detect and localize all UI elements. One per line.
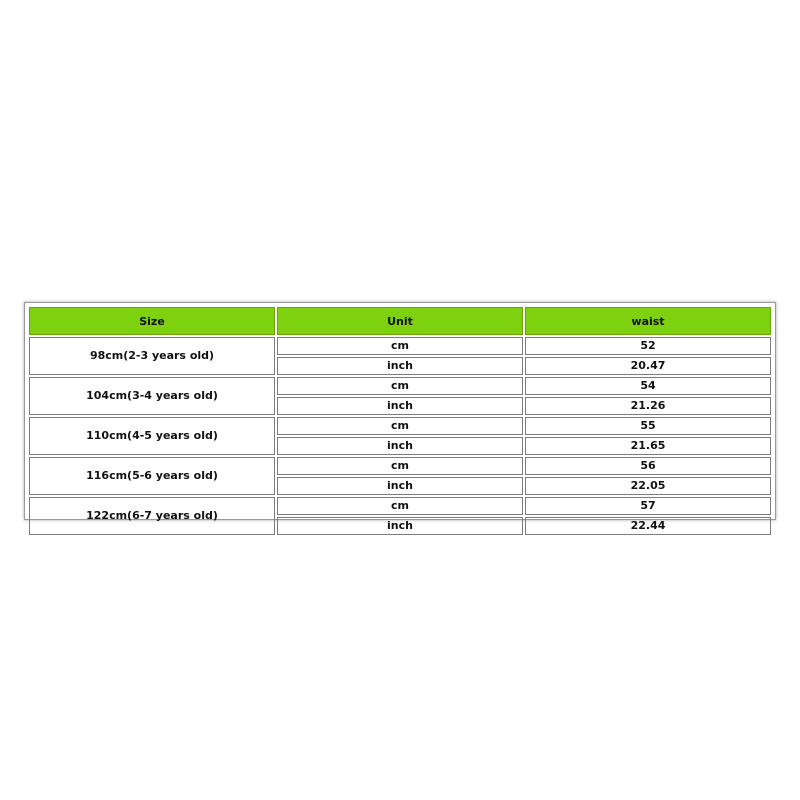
waist-cell: 21.26	[525, 397, 771, 415]
unit-cell: inch	[277, 357, 523, 375]
waist-cell: 56	[525, 457, 771, 475]
waist-cell: 22.05	[525, 477, 771, 495]
unit-cell: cm	[277, 417, 523, 435]
table-row	[29, 497, 771, 515]
waist-cell: 54	[525, 377, 771, 395]
size-chart-table	[24, 302, 776, 532]
size-cell: 98cm(2-3 years old)	[29, 337, 275, 375]
waist-cell: 55	[525, 417, 771, 435]
table-row	[29, 337, 771, 355]
size-cell: 122cm(6-7 years old)	[29, 497, 275, 535]
unit-cell: cm	[277, 457, 523, 475]
unit-cell: inch	[277, 437, 523, 455]
header-size: Size	[29, 307, 275, 335]
header-waist: waist	[525, 307, 771, 335]
unit-cell: cm	[277, 497, 523, 515]
size-table	[27, 305, 773, 537]
unit-cell: inch	[277, 397, 523, 415]
size-cell: 104cm(3-4 years old)	[29, 377, 275, 415]
waist-cell: 22.44	[525, 517, 771, 535]
header-row	[29, 307, 771, 335]
table-row	[29, 457, 771, 475]
unit-cell: inch	[277, 517, 523, 535]
table-row	[29, 377, 771, 395]
table-row	[29, 417, 771, 435]
unit-cell: inch	[277, 477, 523, 495]
header-unit: Unit	[277, 307, 523, 335]
waist-cell: 20.47	[525, 357, 771, 375]
size-cell: 110cm(4-5 years old)	[29, 417, 275, 455]
unit-cell: cm	[277, 377, 523, 395]
waist-cell: 21.65	[525, 437, 771, 455]
unit-cell: cm	[277, 337, 523, 355]
size-cell: 116cm(5-6 years old)	[29, 457, 275, 495]
waist-cell: 57	[525, 497, 771, 515]
waist-cell: 52	[525, 337, 771, 355]
